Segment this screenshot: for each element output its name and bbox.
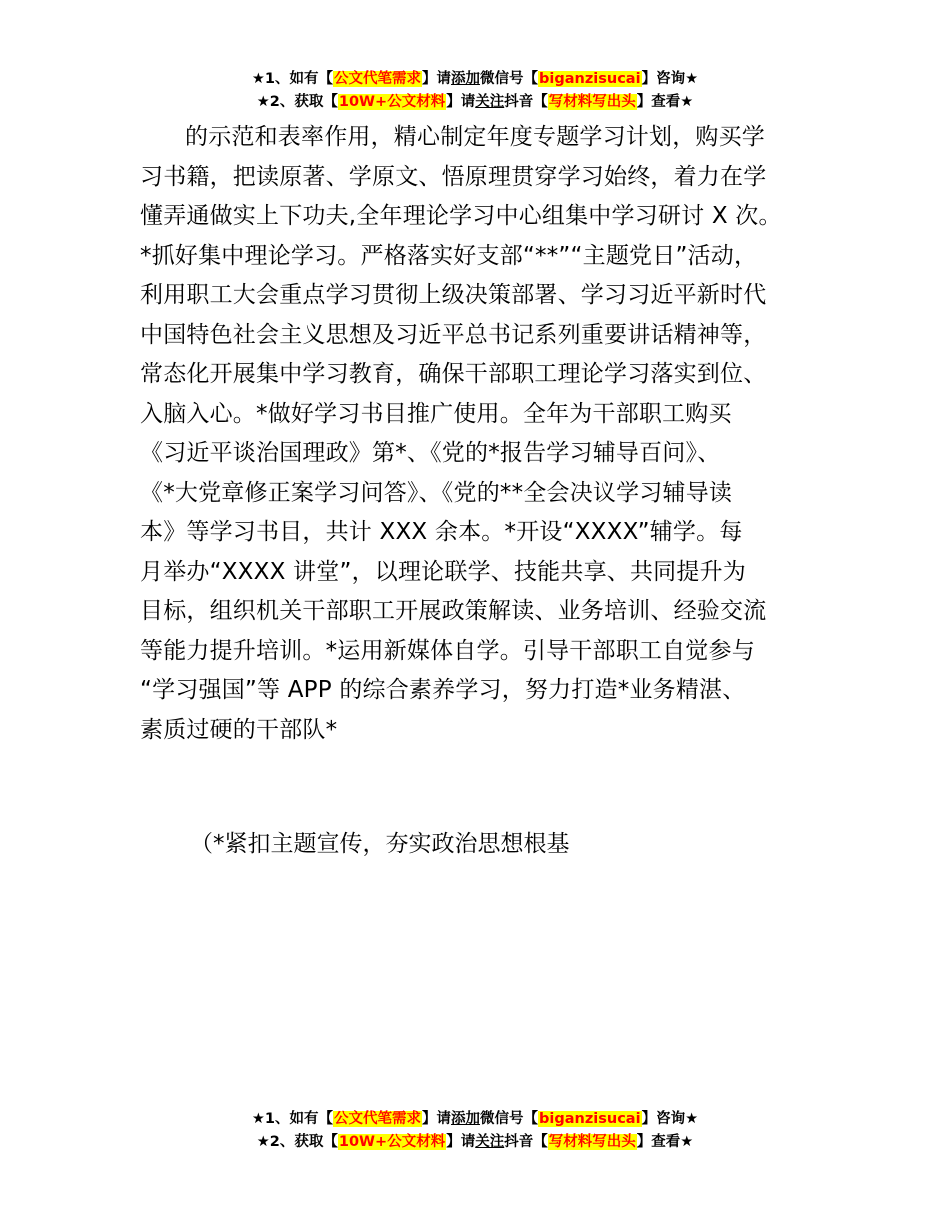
banner-underlined-text: 关注 — [475, 94, 505, 110]
banner-line-2 — [0, 1131, 950, 1154]
body-line: 习书籍，把读原著、学原文、悟原理贯穿学习始终，着力在学 — [140, 163, 767, 190]
body-line: 常态化开展集中学习教育，确保干部职工理论学习落实到位、 — [140, 361, 767, 387]
banner-text: 微信号【 — [480, 71, 539, 87]
banner-text: 】咨询★ — [641, 1111, 699, 1127]
body-line: 目标，组织机关干部职工开展政策解读、业务培训、经验交流 — [140, 598, 767, 624]
body-line: 素质过硬的干部队* — [140, 716, 338, 743]
banner-highlight: 10W+公文材料 — [338, 1134, 446, 1150]
body-line: 入脑入心。*做好学习书目推广使用。全年为干部职工购买 — [140, 400, 732, 427]
banner-underlined-text: 添加 — [451, 71, 481, 87]
banner-line-1 — [0, 68, 950, 91]
banner-text: 】查看★ — [636, 94, 694, 110]
body-line: 月举办“XXXX 讲堂”，以理论联学、技能共享、共同提升为 — [140, 558, 746, 585]
banner-text: ★2、获取【 — [256, 94, 338, 110]
banner-text: ★1、如有【 — [251, 1111, 334, 1127]
header-banner — [0, 68, 950, 114]
body-line: 本》等学习书目，共计 XXX 余本。*开设“XXXX”辅学。每 — [140, 519, 743, 545]
banner-text: ★2、获取【 — [256, 1134, 338, 1150]
body-line: 等能力提升培训。*运用新媒体自学。引导干部职工自觉参与 — [140, 637, 755, 664]
banner-highlight: biganzisucai — [539, 71, 641, 87]
banner-highlight: 写材料写出头 — [548, 94, 636, 110]
banner-text: 】查看★ — [636, 1134, 694, 1150]
banner-text: 】请 — [422, 1111, 452, 1127]
banner-highlight: biganzisucai — [539, 1111, 641, 1127]
banner-underlined-text: 关注 — [475, 1134, 505, 1150]
banner-text: 抖音【 — [504, 1134, 548, 1150]
footer-banner — [0, 1108, 950, 1154]
body-line: 懂弄通做实上下功夫,全年理论学习中心组集中学习研讨 X 次。 — [140, 203, 782, 229]
banner-underlined-text: 添加 — [451, 1111, 481, 1127]
document-body — [140, 118, 840, 750]
banner-line-1 — [0, 1108, 950, 1131]
body-line: *抓好集中理论学习。严格落实好支部“**”“主题党日”活动， — [140, 242, 758, 269]
banner-highlight: 公文代笔需求 — [334, 71, 422, 87]
banner-text: ★1、如有【 — [251, 71, 334, 87]
banner-highlight: 10W+公文材料 — [338, 94, 446, 110]
body-line: 《*大党章修正案学习问答》、《党的**全会决议学习辅导读 — [140, 479, 733, 506]
banner-text: 抖音【 — [504, 94, 548, 110]
body-line: 的示范和表率作用，精心制定年度专题学习计划，购买学 — [185, 124, 765, 150]
body-line: “学习强国”等 APP 的综合素养学习，努力打造*业务精湛、 — [140, 677, 746, 703]
section-heading: （*紧扣主题宣传，夯实政治思想根基 — [190, 831, 570, 857]
banner-text: 微信号【 — [480, 1111, 539, 1127]
banner-highlight: 公文代笔需求 — [334, 1111, 422, 1127]
banner-text: 】请 — [446, 1134, 476, 1150]
body-line: 利用职工大会重点学习贯彻上级决策部署、学习习近平新时代 — [140, 282, 767, 308]
banner-text: 】请 — [446, 94, 476, 110]
banner-highlight: 写材料写出头 — [548, 1134, 636, 1150]
banner-line-2 — [0, 91, 950, 114]
body-line: 《习近平谈治国理政》第*、《党的*报告学习辅导百问》、 — [140, 440, 721, 466]
banner-text: 】咨询★ — [641, 71, 699, 87]
body-line: 中国特色社会主义思想及习近平总书记系列重要讲话精神等， — [140, 321, 767, 348]
banner-text: 】请 — [422, 71, 452, 87]
